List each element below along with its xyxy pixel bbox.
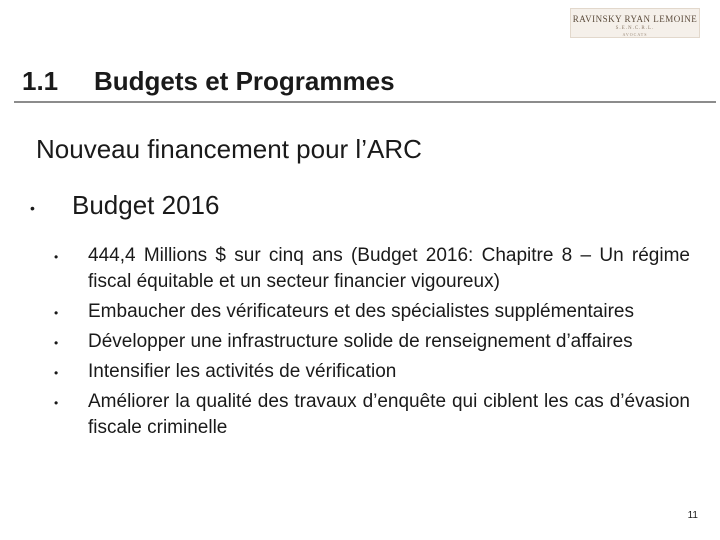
list-item: • Intensifier les activités de vérification: [88, 359, 690, 385]
firm-logo: [570, 8, 700, 38]
page-title: Budgets et Programmes: [94, 66, 395, 96]
list-item: • Embaucher des vérificateurs et des spécialistes supplémentaires: [88, 299, 690, 325]
bullet-icon: •: [30, 200, 35, 216]
subtitle: Nouveau financement pour l’ARC: [36, 134, 422, 164]
logo-line-2: S.E.N.C.R.L.: [615, 26, 655, 31]
logo-line-3: AVOCATS: [622, 32, 648, 37]
section-heading: Budget 2016: [72, 190, 220, 220]
section-number: 1.1: [22, 66, 59, 96]
list-item: • Développer une infrastructure solide de renseignement d’affaires: [88, 329, 690, 355]
bullet-list: [88, 243, 690, 445]
list-item: • Améliorer la qualité des travaux d’enquête qui ciblent les cas d’évasion fiscale criminelle: [88, 389, 690, 441]
logo-line-1: RAVINSKY RYAN LEMOINE: [572, 14, 698, 24]
page-number: 11: [687, 510, 698, 521]
title-divider: [14, 101, 716, 103]
list-item: • 444,4 Millions $ sur cinq ans (Budget 2016: Chapitre 8 – Un régime fiscal équitable et un secteur financier vigoureux): [88, 243, 690, 295]
